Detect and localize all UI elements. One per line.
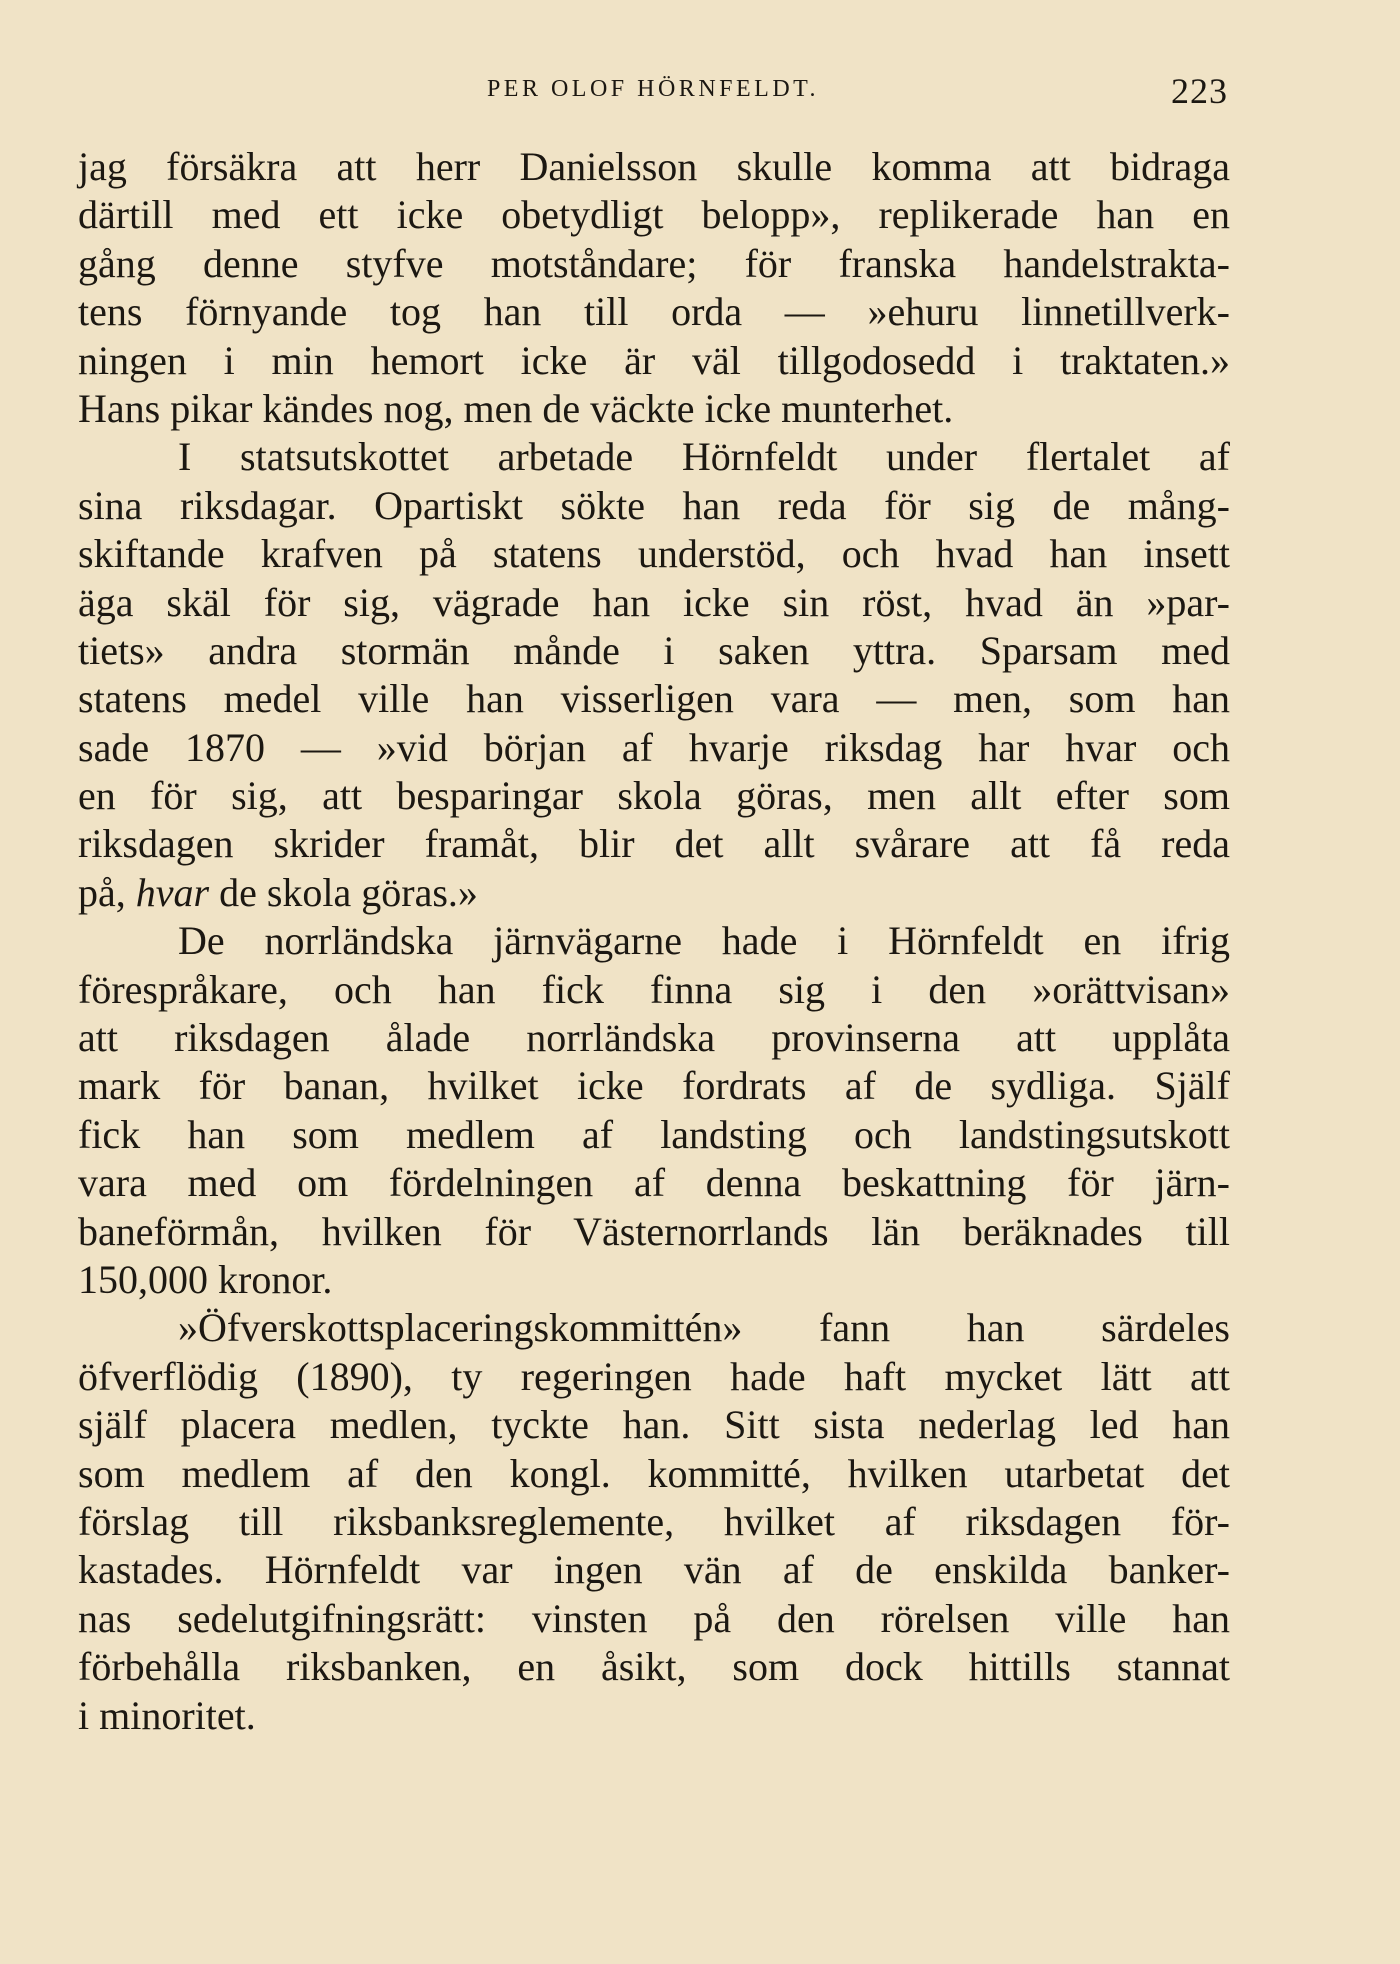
text-line: förespråkare, och han fick finna sig i den »orättvisan» (78, 966, 1230, 1012)
text-line: sina riksdagar. Opartiskt sökte han reda för sig de mång- (78, 482, 1230, 528)
running-head: PER OLOF HÖRNFELDT. (486, 76, 820, 102)
text-line (78, 869, 1230, 917)
text-line: öfverflödig (1890), ty regeringen hade haft mycket lätt att (78, 1353, 1230, 1399)
text-line: skiftande krafven på statens understöd, och hvad han insett (78, 531, 1230, 577)
text-line: baneförmån, hvilken för Västernorrlands län beräknades till (78, 1208, 1230, 1254)
text-line: nas sedelutgifningsrätt: vinsten på den rörelsen ville han (78, 1595, 1230, 1641)
text-line: förbehålla riksbanken, en åsikt, som dock hittills stannat (78, 1644, 1230, 1690)
text-line: som medlem af den kongl. kommitté, hvilken utarbetat det (78, 1450, 1230, 1496)
text-line: förslag till riksbanksreglemente, hvilket af riksdagen för- (78, 1498, 1230, 1544)
text-line: I statsutskottet arbetade Hörnfeldt under flertalet af (178, 434, 1230, 480)
italic-word: hvar (135, 869, 210, 915)
text-line: »Öfverskottsplaceringskommittén» fann han särdeles (178, 1305, 1230, 1351)
text-line: tens förnyande tog han till orda — »ehuru linnetillverk- (78, 289, 1230, 335)
text-line: fick han som medlem af landsting och landstingsutskott (78, 1111, 1230, 1157)
text-line: De norrländska järnvägarne hade i Hörnfeldt en ifrig (178, 918, 1230, 964)
text-line: i minoritet. (78, 1692, 256, 1738)
text-line: därtill med ett icke obetydligt belopp», replikerade han en (78, 192, 1230, 238)
text-line: 150,000 kronor. (78, 1256, 333, 1302)
body-text (78, 143, 1230, 1740)
text-line: tiets» andra stormän månde i saken yttra. Sparsam med (78, 627, 1230, 673)
text-line: riksdagen skrider framåt, blir det allt svårare att få reda (78, 821, 1230, 867)
text-line: jag försäkra att herr Danielsson skulle komma att bidraga (78, 144, 1230, 189)
text-line: Hans pikar kändes nog, men de väckte icke munterhet. (78, 385, 954, 431)
text-line: ningen i min hemort icke är väl tillgodosedd i traktaten.» (78, 337, 1230, 383)
text-line: gång denne styfve motståndare; för franska handelstrakta- (78, 240, 1230, 286)
text-line: att riksdagen ålade norrländska provinserna att upplåta (78, 1015, 1230, 1061)
text-line: en för sig, att besparingar skola göras, men allt efter som (78, 773, 1230, 819)
text-line: själf placera medlen, tyckte han. Sitt sista nederlag led han (78, 1402, 1230, 1448)
page-number: 223 (1171, 71, 1228, 111)
text-line: statens medel ville han visserligen vara — men, som han (78, 676, 1230, 722)
text-line: mark för banan, hvilket icke fordrats af de sydliga. Själf (78, 1063, 1230, 1109)
text-line: sade 1870 — »vid början af hvarje riksdag har hvar och (78, 724, 1230, 770)
text-line-end: de skola göras.» (209, 869, 478, 915)
text-line: vara med om fördelningen af denna beskattning för järn- (78, 1160, 1230, 1206)
text-line: kastades. Hörnfeldt var ingen vän af de enskilda banker- (78, 1547, 1230, 1593)
text-line-start: på, (78, 869, 136, 915)
page-header (78, 70, 1228, 110)
text-line: äga skäl för sig, vägrade han icke sin röst, hvad än »par- (78, 579, 1230, 625)
